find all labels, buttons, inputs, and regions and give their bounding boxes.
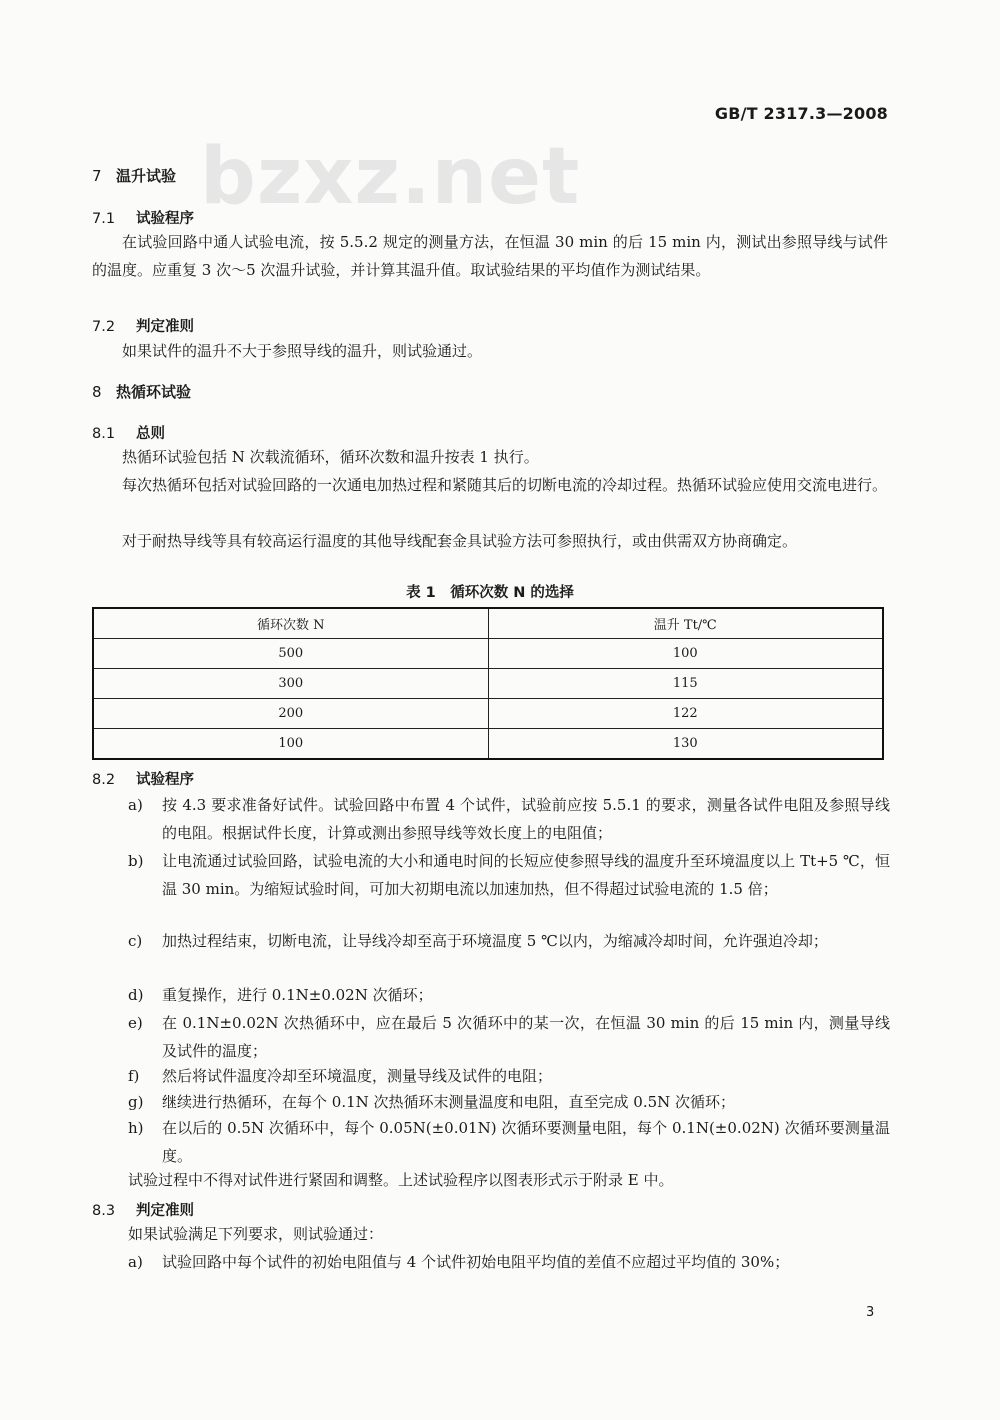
- list-item: [128, 1062, 890, 1090]
- list-item: [128, 1009, 890, 1065]
- list-item-label: c): [128, 932, 143, 950]
- table-header-cell: 循环次数 N: [93, 608, 488, 639]
- list-item-label: h): [128, 1119, 144, 1137]
- list-item: [128, 1248, 890, 1276]
- section-title: 温升试验: [116, 167, 177, 185]
- list-item-text: 重复操作，进行 0.1N±0.02N 次循环；: [162, 986, 433, 1004]
- section-number: 7.1: [92, 211, 116, 227]
- section-title: 热循环试验: [116, 383, 192, 401]
- table-header-cell: 温升 Tt/℃: [488, 608, 883, 639]
- table-row: [93, 699, 883, 729]
- table-cell: 115: [488, 669, 883, 699]
- table-row: [93, 729, 883, 760]
- table-cell: 130: [488, 729, 883, 760]
- section-number: 8.3: [92, 1203, 116, 1219]
- table-cell: 122: [488, 699, 883, 729]
- table-header-row: [93, 608, 883, 639]
- list-item-text: 然后将试件温度冷却至环境温度，测量导线及试件的电阻；: [162, 1067, 553, 1085]
- section-7-2-heading: [92, 315, 194, 336]
- list-item: [128, 847, 890, 903]
- table-1-caption: 表 1 循环次数 N 的选择: [406, 585, 574, 601]
- section-title: 判定准则: [136, 319, 194, 335]
- section-title: 总则: [136, 426, 165, 442]
- list-item-text: 在以后的 0.5N 次循环中，每个 0.05N(±0.01N) 次循环要测量电阻，每个 0.1N(±0.02N) 次循环要测量温度。: [162, 1119, 890, 1165]
- table-1: [92, 607, 884, 760]
- list-item: [128, 1114, 890, 1170]
- section-7-1-heading: [92, 207, 194, 228]
- section-title: 判定准则: [136, 1203, 194, 1219]
- list-item: [128, 981, 890, 1009]
- standard-code: GB/T 2317.3—2008: [714, 104, 888, 123]
- list-item-text: 按 4.3 要求准备好试件。试验回路中布置 4 个试件，试验前应按 5.5.1 的要求，测量各试件电阻及参照导线的电阻。根据试件长度，计算或测出参照导线等效长度上的电阻值；: [162, 796, 890, 842]
- list-item-text: 试验回路中每个试件的初始电阻值与 4 个试件初始电阻平均值的差值不应超过平均值的 30%；: [162, 1253, 790, 1271]
- list-item-label: b): [128, 852, 144, 870]
- list-item: [128, 927, 890, 955]
- section-7-2-body: 如果试件的温升不大于参照导线的温升，则试验通过。: [122, 342, 483, 360]
- section-8-1-para-1: 热循环试验包括 N 次载流循环，循环次数和温升按表 1 执行。: [122, 448, 539, 466]
- section-8-3-heading: [92, 1199, 194, 1220]
- section-title: 试验程序: [136, 772, 194, 788]
- section-8-1-para-2: 每次热循环包括对试验回路的一次通电加热过程和紧随其后的切断电流的冷却过程。热循环试验应使用交流电进行。: [122, 476, 888, 494]
- table-cell: 200: [93, 699, 488, 729]
- page-number: 3: [866, 1305, 875, 1320]
- table-row: [93, 639, 883, 669]
- table-cell: 500: [93, 639, 488, 669]
- table-row: [93, 669, 883, 699]
- section-number: 8: [92, 383, 102, 401]
- list-item-label: e): [128, 1014, 143, 1032]
- section-8-3-intro: 如果试验满足下列要求，则试验通过：: [128, 1225, 384, 1243]
- section-8-heading: [92, 381, 191, 402]
- list-item-label: g): [128, 1093, 144, 1111]
- section-number: 8.1: [92, 426, 116, 442]
- table-cell: 100: [93, 729, 488, 760]
- list-item-text: 加热过程结束，切断电流，让导线冷却至高于环境温度 5 ℃以内，为缩减冷却时间，允许强迫冷却；: [162, 932, 828, 950]
- list-item: [128, 1088, 890, 1116]
- section-7-1-body: 在试验回路中通人试验电流，按 5.5.2 规定的测量方法，在恒温 30 min 的后 15 min 内，测试出参照导线与试件的温度。应重复 3 次～5 次温升试验，并计算其温升值。取试验结果的平均值作为测试结果。: [92, 233, 888, 279]
- table-cell: 100: [488, 639, 883, 669]
- section-number: 7: [92, 167, 102, 185]
- section-number: 8.2: [92, 772, 116, 788]
- list-item: [128, 791, 890, 847]
- section-8-2-heading: [92, 768, 194, 789]
- list-item-label: d): [128, 986, 144, 1004]
- list-item-label: a): [128, 796, 143, 814]
- section-8-2-closing: 试验过程中不得对试件进行紧固和调整。上述试验程序以图表形式示于附录 E 中。: [128, 1171, 674, 1189]
- section-8-1-para-3: 对于耐热导线等具有较高运行温度的其他导线配套金具试验方法可参照执行，或由供需双方协商确定。: [122, 532, 798, 550]
- list-item-text: 继续进行热循环，在每个 0.1N 次热循环末测量温度和电阻，直至完成 0.5N 次循环；: [162, 1093, 736, 1111]
- list-item-label: a): [128, 1253, 143, 1271]
- list-item-text: 让电流通过试验回路，试验电流的大小和通电时间的长短应使参照导线的温度升至环境温度以上 Tt+5 ℃，恒温 30 min。为缩短试验时间，可加大初期电流以加速加热，但不得超过试验电流的 1.5 倍；: [162, 852, 890, 898]
- watermark: bzxz.net: [200, 132, 581, 222]
- list-item-label: f): [128, 1067, 140, 1085]
- list-item-text: 在 0.1N±0.02N 次热循环中，应在最后 5 次循环中的某一次，在恒温 30 min 的后 15 min 内，测量导线及试件的温度；: [162, 1014, 890, 1060]
- section-number: 7.2: [92, 319, 116, 335]
- section-7-heading: [92, 165, 176, 186]
- section-title: 试验程序: [136, 211, 194, 227]
- table-cell: 300: [93, 669, 488, 699]
- section-8-1-heading: [92, 422, 165, 443]
